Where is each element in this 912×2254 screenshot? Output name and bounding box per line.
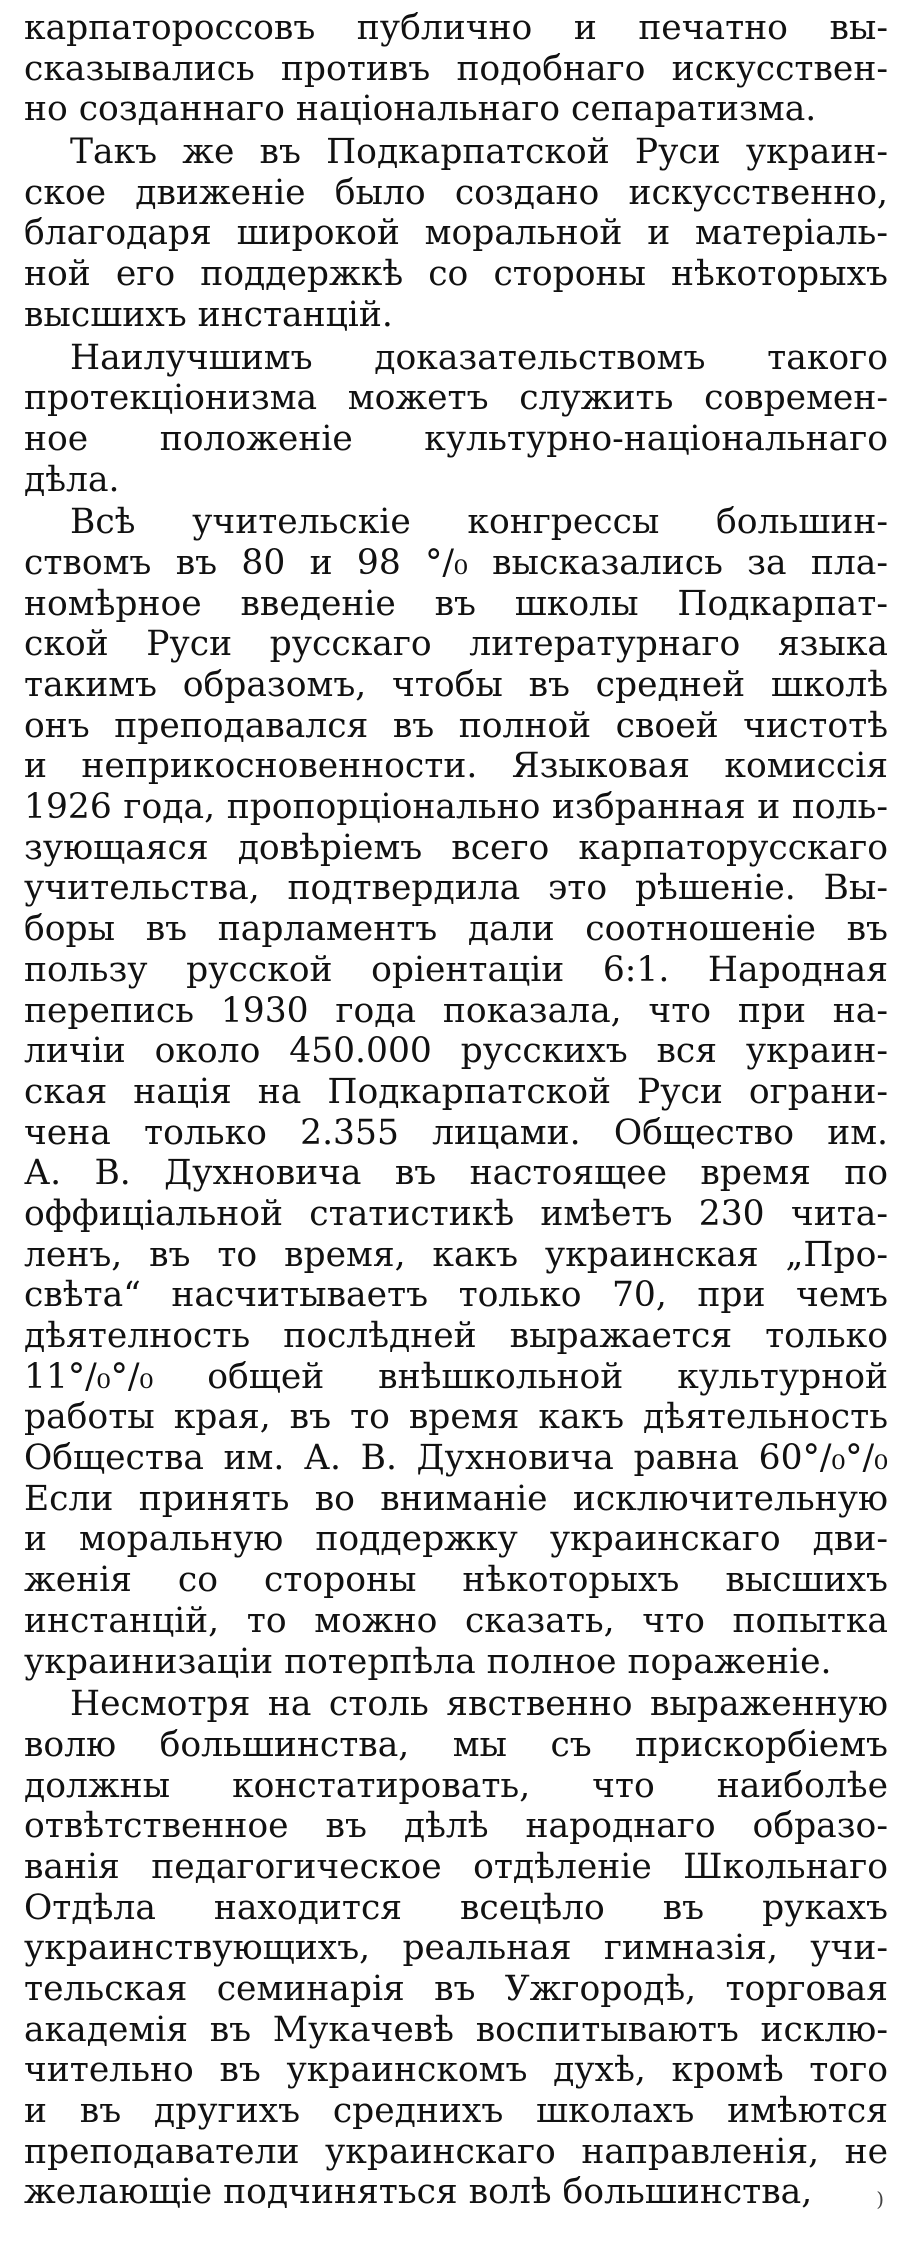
text-line: украинствующихъ, реальная гимназія, учи- bbox=[24, 1928, 888, 1969]
corner-mark: ) bbox=[876, 2187, 884, 2212]
text-line: перепись 1930 года показала, что при на- bbox=[24, 990, 888, 1031]
text-line: А. В. Духновича въ настоящее время по bbox=[24, 1153, 888, 1194]
text-line: личіи около 450.000 русскихъ вся украин- bbox=[24, 1031, 888, 1072]
text-line: ной его поддержкѣ со стороны нѣкоторыхъ bbox=[24, 254, 888, 295]
text-line: ное положеніе культурно-національнаго bbox=[24, 418, 888, 459]
paragraph-4 bbox=[24, 502, 888, 1682]
text-line: ствомъ въ 80 и 98 °/₀ высказались за пла- bbox=[24, 542, 888, 583]
text-line: оффиціальной статистикѣ имѣетъ 230 чита- bbox=[24, 1193, 888, 1234]
text-line: преподаватели украинскаго направленія, не bbox=[24, 2131, 888, 2172]
text-line: свѣта“ насчитываетъ только 70, при чемъ bbox=[24, 1275, 888, 1316]
text-line: ванія педагогическое отдѣленіе Школьнаго bbox=[24, 1846, 888, 1887]
text-line: работы края, въ то время какъ дѣятельность bbox=[24, 1397, 888, 1438]
text-line: номѣрное введеніе въ школы Подкарпат- bbox=[24, 583, 888, 624]
text-line: чительно въ украинскомъ духѣ, кромѣ того bbox=[24, 2050, 888, 2091]
text-line: онъ преподавался въ полной своей чистотѣ bbox=[24, 705, 888, 746]
text-line: и неприкосновенности. Языковая комиссія bbox=[24, 746, 888, 787]
text-line: женія со стороны нѣкоторыхъ высшихъ bbox=[24, 1560, 888, 1601]
text-line: чена только 2.355 лицами. Общество им. bbox=[24, 1112, 888, 1153]
text-line: должны констатировать, что наиболѣе bbox=[24, 1765, 888, 1806]
text-line: 11°/₀°/₀ общей внѣшкольной культурной bbox=[24, 1356, 888, 1397]
text-line: высшихъ инстанцій. bbox=[24, 294, 393, 335]
text-line: Общества им. А. В. Духновича равна 60°/₀°/₀ bbox=[24, 1438, 888, 1479]
text-line: боры въ парламентъ дали соотношеніе въ bbox=[24, 909, 888, 950]
paragraph-1 bbox=[24, 8, 888, 130]
text-line: ская нація на Подкарпатской Руси ограни- bbox=[24, 1071, 888, 1112]
text-line: академія въ Мукачевѣ воспитываютъ исклю- bbox=[24, 2009, 888, 2050]
text-line: и въ другихъ среднихъ школахъ имѣются bbox=[24, 2091, 888, 2132]
text-line: но созданнаго національнаго сепаратизма. bbox=[24, 89, 817, 130]
text-line: ское движеніе было создано искусственно, bbox=[24, 172, 888, 213]
text-line: дѣятелность послѣдней выражается только bbox=[24, 1316, 888, 1356]
paragraph-5 bbox=[24, 1684, 888, 2213]
text-line: и моральную поддержку украинскаго дви- bbox=[24, 1519, 888, 1560]
text-line: Такъ же въ Подкарпатской Руси украин- bbox=[70, 132, 888, 173]
text-line: инстанцій, то можно сказать, что попытка bbox=[24, 1600, 888, 1641]
text-line: ленъ, въ то время, какъ украинская „Про- bbox=[24, 1234, 888, 1275]
text-line: сказывались противъ подобнаго искусствен- bbox=[24, 48, 888, 89]
text-line: желающіе подчиняться волѣ большинства, bbox=[24, 2172, 813, 2213]
text-line: отвѣтственное въ дѣлѣ народнаго образо- bbox=[24, 1806, 888, 1847]
text-line: карпатороссовъ публично и печатно вы- bbox=[24, 8, 888, 48]
text-line: такимъ образомъ, чтобы въ средней школѣ bbox=[24, 665, 888, 705]
text-line: дѣла. bbox=[24, 459, 120, 500]
text-line: учительства, подтвердила это рѣшеніе. Вы- bbox=[24, 868, 888, 909]
paragraph-2 bbox=[24, 132, 888, 335]
text-line: Всѣ учительскіе конгрессы большин- bbox=[70, 502, 888, 543]
text-line: украинизаціи потерпѣла полное пораженіе. bbox=[24, 1641, 832, 1682]
document-page bbox=[24, 8, 888, 2213]
text-line: Несмотря на столь явственно выраженную bbox=[70, 1684, 888, 1725]
paragraph-3 bbox=[24, 338, 888, 501]
text-line: Наилучшимъ доказательствомъ такого bbox=[70, 337, 888, 378]
text-line: Отдѣла находится всецѣло въ рукахъ bbox=[24, 1887, 888, 1928]
text-line: благодаря широкой моральной и матеріаль- bbox=[24, 213, 888, 254]
text-line: ской Руси русскаго литературнаго языка bbox=[24, 624, 888, 665]
document-body bbox=[24, 8, 888, 2213]
text-line: протекціонизма можетъ служить современ- bbox=[24, 378, 888, 419]
text-line: пользу русской оріентаціи 6:1. Народная bbox=[24, 949, 888, 990]
text-line: зующаяся довѣріемъ всего карпаторусскаго bbox=[24, 827, 888, 868]
text-line: 1926 года, пропорціонально избранная и поль- bbox=[24, 787, 888, 828]
text-line: волю большинства, мы съ прискорбіемъ bbox=[24, 1724, 888, 1765]
text-line: Если принять во вниманіе исключительную bbox=[24, 1478, 888, 1519]
text-line: тельская семинарія въ Ужгородѣ, торговая bbox=[24, 1969, 888, 2009]
